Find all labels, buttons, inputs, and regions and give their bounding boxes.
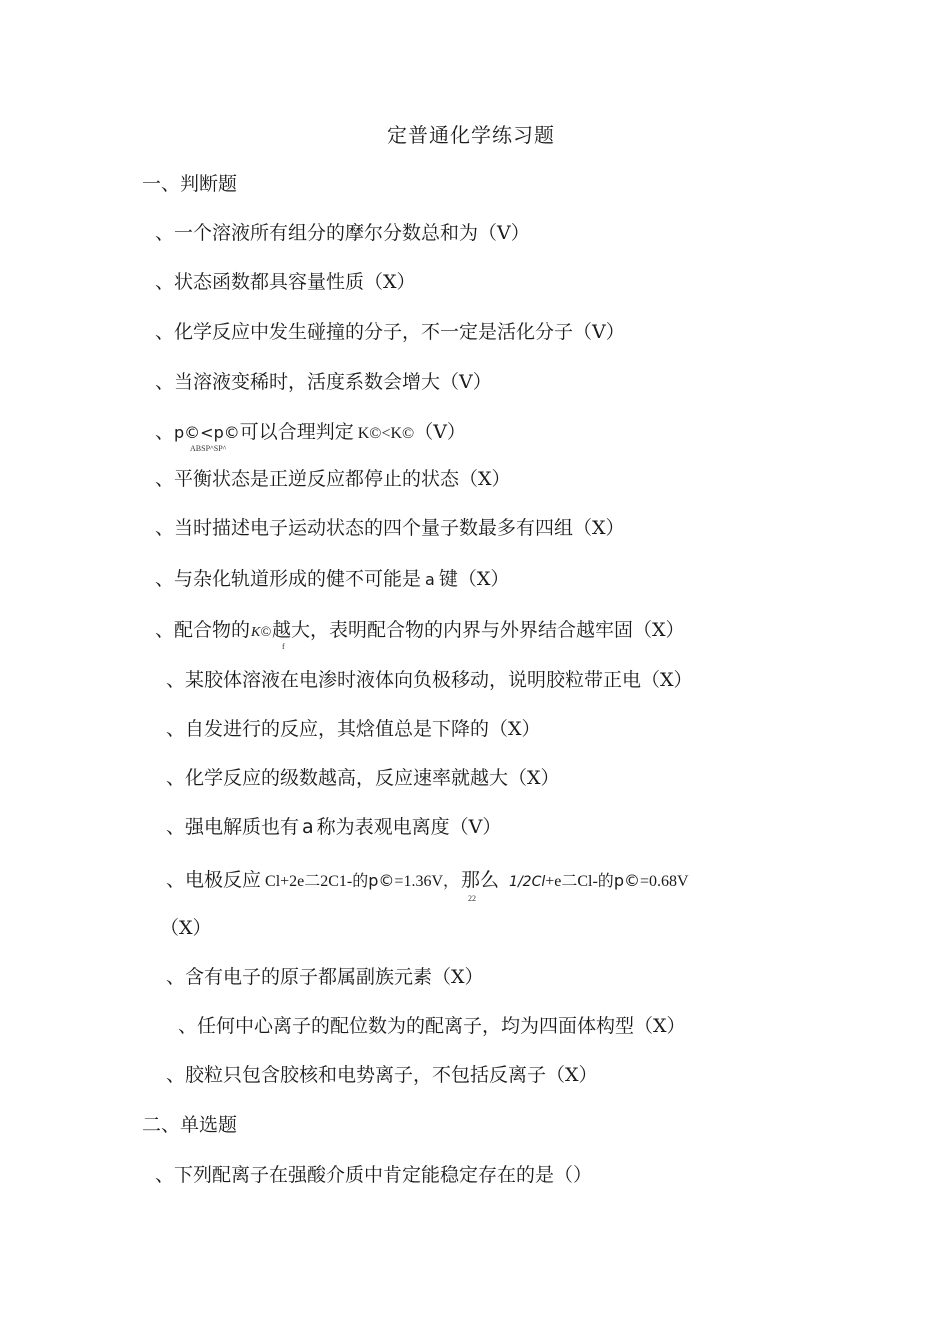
potential-value-2: =0.68V	[639, 873, 689, 890]
question-item: 、一个溶液所有组分的摩尔分数总和为（V）	[155, 222, 530, 244]
question-item: 、含有电子的原子都属副族元素（X）	[166, 966, 484, 988]
question-item	[155, 618, 685, 645]
question-item: 、当溶液变稀时，活度系数会增大（V）	[155, 371, 492, 393]
item-text: 、与杂化轨道形成的健不可能是	[155, 568, 422, 590]
item-answer: （V）	[414, 421, 466, 443]
page-title: 定普通化学练习题	[387, 123, 555, 147]
question-item: 、自发进行的反应，其焓值总是下降的（X）	[166, 718, 541, 740]
alpha-symbol: a	[425, 570, 435, 589]
potential-symbol: p©	[613, 871, 640, 890]
subscript-label: ABSP^SP^	[190, 444, 227, 453]
item-text: 、配合物的	[155, 619, 251, 641]
item-prefix: 、	[155, 421, 175, 443]
item-text: 可以合理判定	[239, 421, 354, 443]
potential-value-1: =1.36V，	[394, 873, 460, 890]
question-item	[166, 868, 689, 894]
electrode-equation-1: Cl+2e二2C1-的	[265, 873, 369, 890]
stability-constant: K©	[251, 625, 271, 640]
question-item: 、平衡状态是正逆反应都停止的状态（X）	[155, 468, 511, 490]
question-item: 、化学反应的级数越高，反应速率就越大（X）	[166, 767, 560, 789]
electrode-equation-2-rhs: +e二Cl-的	[545, 873, 614, 890]
subscript-label: f	[282, 642, 285, 651]
question-item: 、某胶体溶液在电渗时液体向负极移动，说明胶粒带正电（X）	[166, 669, 693, 691]
item-text: 、电极反应	[166, 869, 262, 891]
item-text: 那么	[461, 869, 500, 891]
item-answer: 称为表观电离度（V）	[316, 816, 502, 838]
k-comparison: K©<K©	[357, 425, 415, 442]
question-item: 、胶粒只包含胶核和电势离子，不包括反离子（X）	[166, 1064, 598, 1086]
item-answer: 越大，表明配合物的内界与外界结合越牢固（X）	[272, 619, 685, 641]
question-item: 、下列配离子在强酸介质中肯定能稳定存在的是（）	[155, 1164, 593, 1186]
pressure-comparison: p©<p©	[174, 423, 240, 442]
alpha-symbol: a	[302, 816, 314, 838]
question-item	[155, 567, 509, 592]
question-item-continuation: （X）	[160, 917, 212, 939]
electrode-equation-2-lhs: 1/2Cl	[509, 874, 546, 890]
question-item: 、状态函数都具容量性质（X）	[155, 271, 416, 293]
question-item: 、化学反应中发生碰撞的分子，不一定是活化分子（V）	[155, 321, 625, 343]
potential-symbol: p©	[368, 871, 395, 890]
section-heading-judgement: 一、判断题	[142, 173, 238, 195]
section-heading-single-choice: 二、单选题	[142, 1114, 238, 1136]
item-answer: 键（X）	[438, 568, 510, 590]
question-item	[155, 420, 466, 446]
item-text: 、强电解质也有	[166, 816, 300, 838]
question-item: 、任何中心离子的配位数为的配离子，均为四面体构型（X）	[178, 1015, 686, 1037]
question-item	[166, 815, 501, 839]
question-item: 、当时描述电子运动状态的四个量子数最多有四组（X）	[155, 517, 625, 539]
subscript-label: 22	[468, 894, 476, 903]
